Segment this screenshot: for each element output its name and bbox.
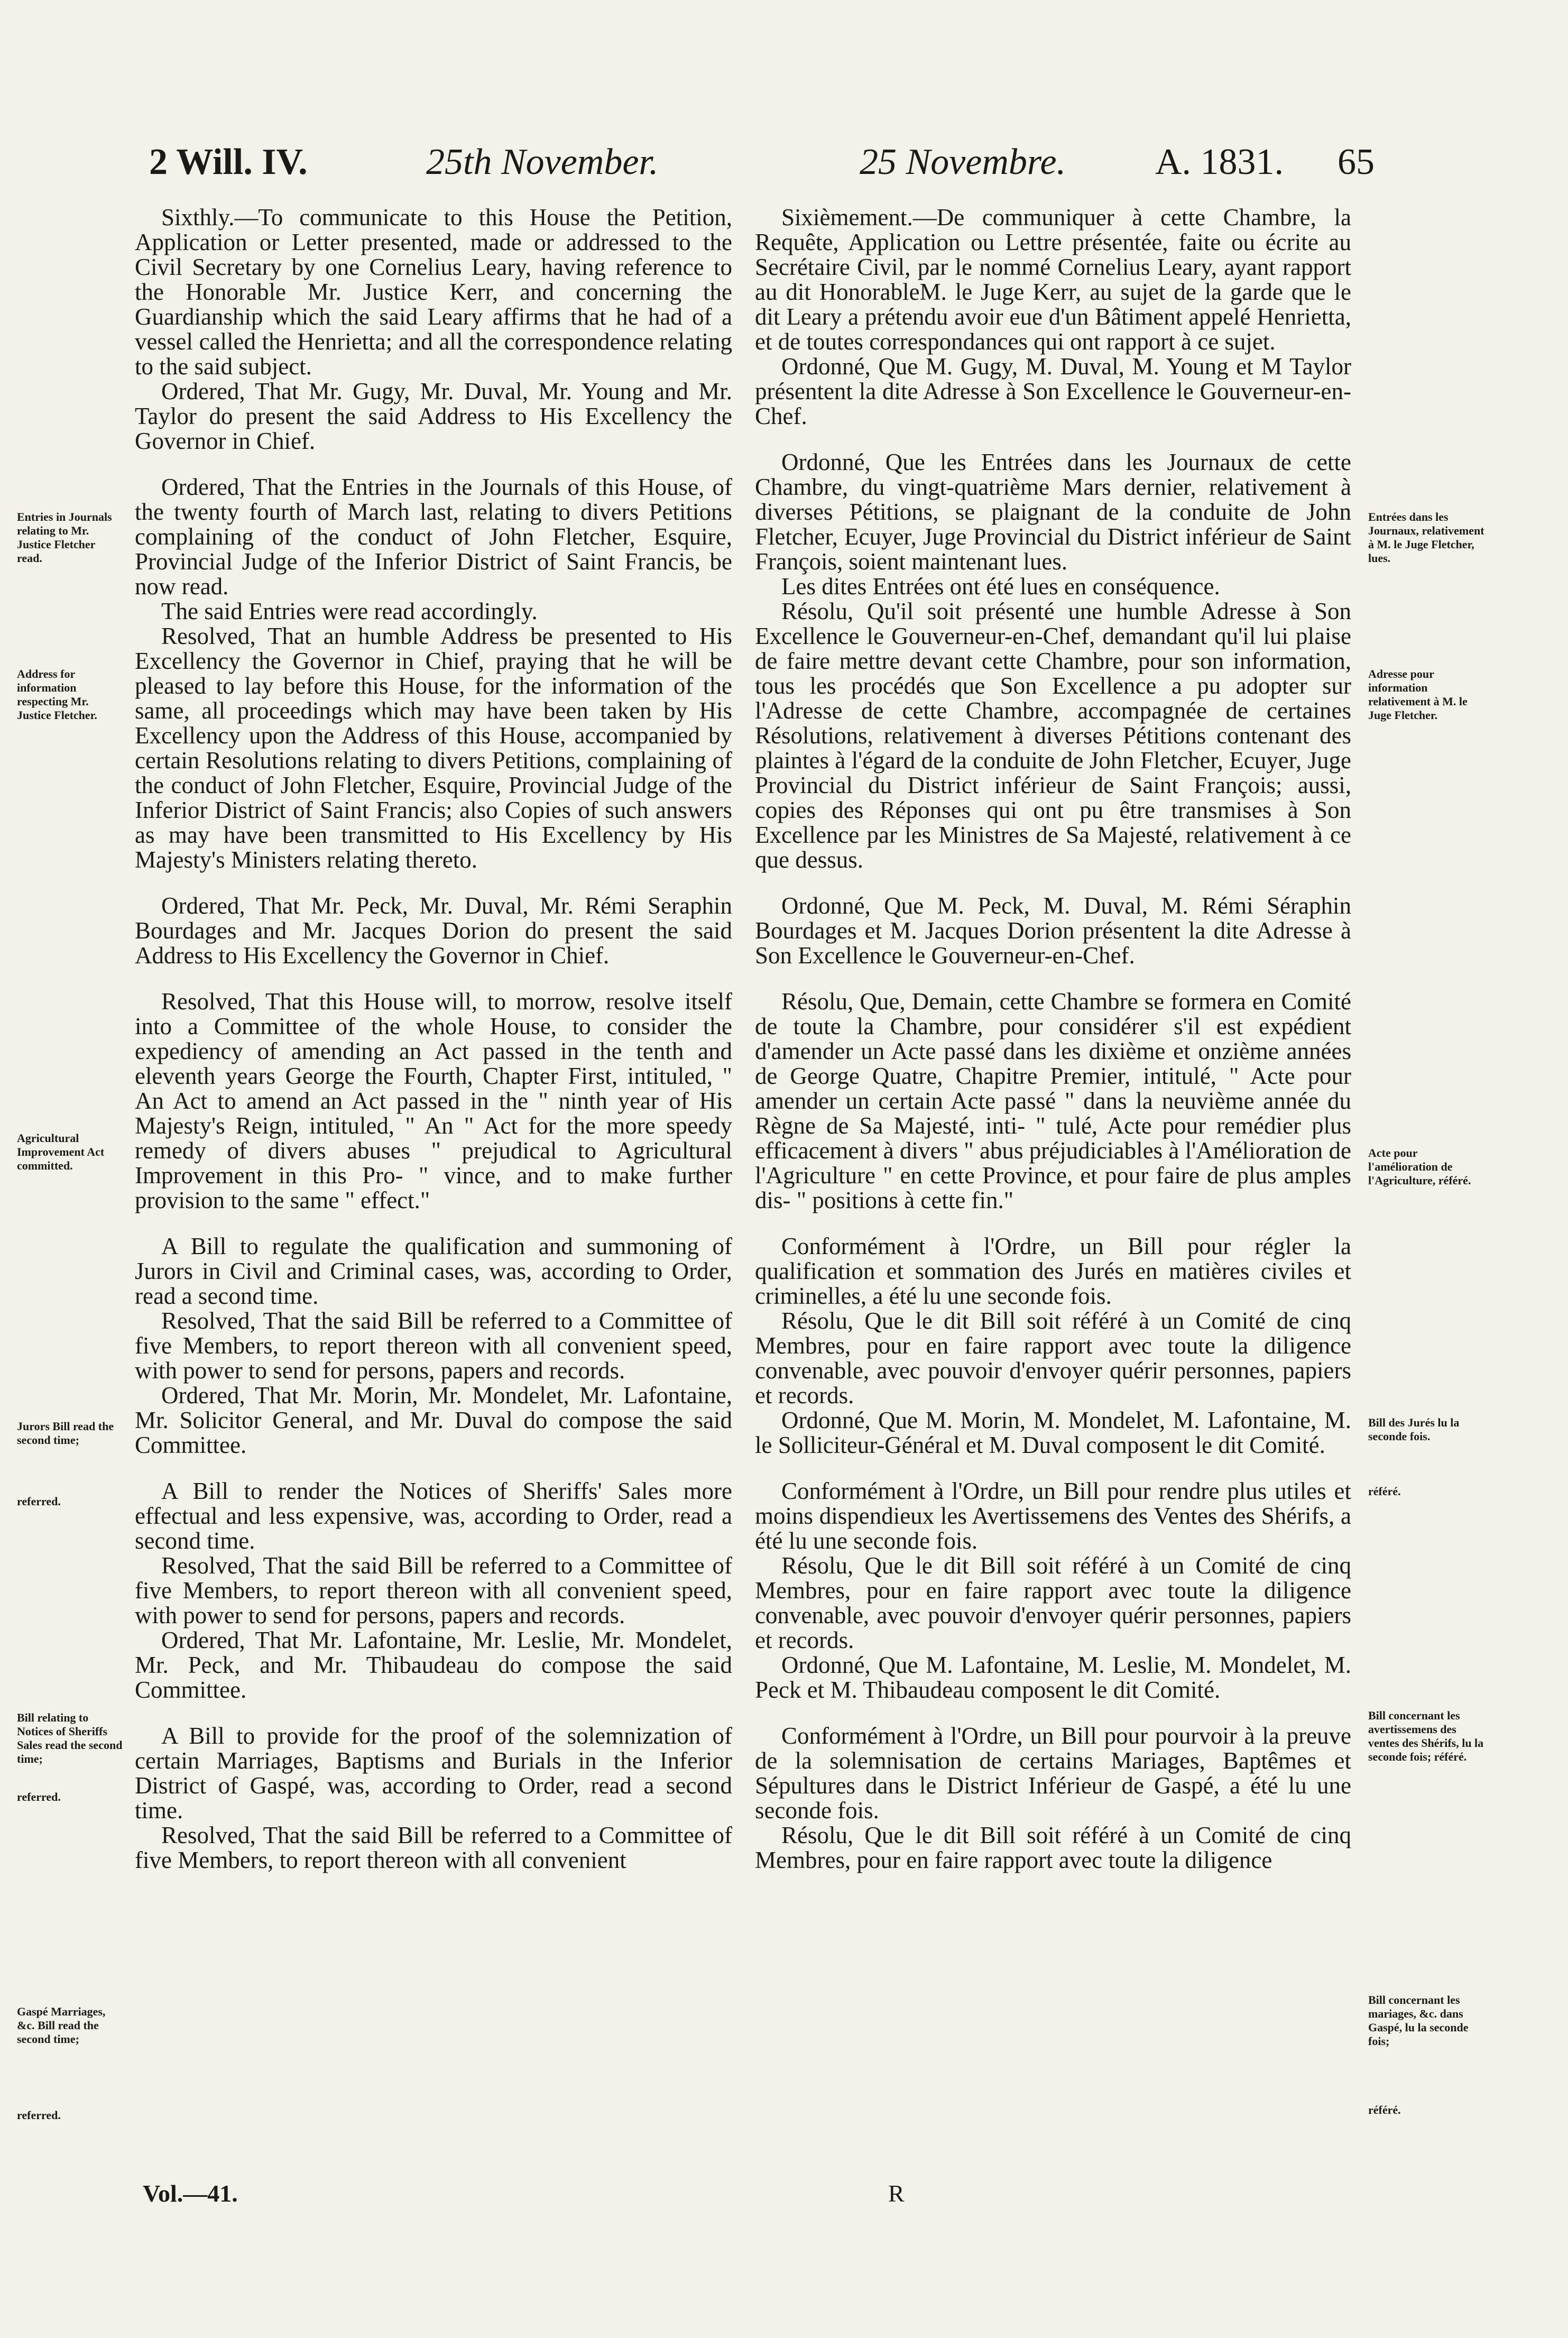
paragraph: Ordered, That the Entries in the Journals of this House, of the twenty fourth of March last, relating to divers Petitions complaining of the conduct of John Fletcher, Esquire, Provincial Judge of the Inferior District of Saint Francis, be now read. (135, 474, 732, 600)
margin-note-right: référé. (1368, 1485, 1401, 1498)
paragraph: Résolu, Que, Demain, cette Chambre se formera en Comité de toute la Chambre, pour considérer s'il est expédient d'amender un Acte passé dans les dixième et onzième années de George Quatre, Chapitre Premier, intitulé, " Acte pour amender un certain Acte passé " dans la neuvième année du Règne de Sa Majesté, inti- " tulé, Acte pour remédier plus efficacement à divers " abus préjudiciables à l'Amélioration de l'Agriculture " en cette Province, et pour faire de plus amples dis- " positions à cette fin." (755, 988, 1351, 1213)
margin-note-right: Adresse pour information relativement à M. le Juge Fletcher. (1368, 667, 1468, 722)
paragraph: Sixthly.—To communicate to this House the Petition, Application or Letter presented, made or addressed to the Civil Secretary by one Cornelius Leary, having reference to the Honorable Mr. Justice Kerr, and concerning the Guardianship which the said Leary affirms that he had of a vessel called the Henrietta; and all the correspondence relating to the said subject. (135, 204, 732, 380)
paragraph: A Bill to provide for the proof of the solemnization of certain Marriages, Baptisms and Burials in the Inferior District of Gaspé, was, according to Order, read a second time. (135, 1723, 732, 1824)
margin-note-right: référé. (1368, 2103, 1401, 2116)
paragraph: Résolu, Que le dit Bill soit référé à un Comité de cinq Membres, pour en faire rapport avec toute la diligence (755, 1822, 1351, 1873)
paragraph: Ordered, That Mr. Gugy, Mr. Duval, Mr. Young and Mr. Taylor do present the said Address to His Excellency the Governor in Chief. (135, 378, 732, 454)
paragraph: Resolved, That the said Bill be referred to a Committee of five Members, to report thereon with all convenient speed, with power to send for persons, papers and records. (135, 1552, 732, 1628)
paragraph: Ordered, That Mr. Lafontaine, Mr. Leslie, Mr. Mondelet, Mr. Peck, and Mr. Thibaudeau do compose the said Committee. (135, 1627, 732, 1703)
margin-note-left: referred. (17, 1495, 61, 1508)
paragraph: The said Entries were read accordingly. (161, 598, 538, 624)
paragraph: Resolved, That the said Bill be referred to a Committee of five Members, to report thereon with all convenient (135, 1822, 732, 1873)
header-year: A. 1831. (1155, 142, 1284, 182)
paragraph: Resolved, That this House will, to morrow, resolve itself into a Committee of the whole House, to consider the expediency of amending an Act passed in the tenth and eleventh years George the Fourth, Chapter First, intituled, " An Act to amend an Act passed in the " ninth year of His Majesty's Reign, intituled, " An " Act for the more speedy remedy of divers abuses " prejudical to Agricultural Improvement in this Pro- " vince, and to make further provision to the same " effect." (135, 988, 732, 1213)
paragraph: A Bill to render the Notices of Sheriffs' Sales more effectual and less expensive, was, according to Order, read a second time. (135, 1478, 732, 1554)
paragraph: Résolu, Que le dit Bill soit référé à un Comité de cinq Membres, pour en faire rapport avec toute la diligence convenable, avec pouvoir d'envoyer quérir personnes, papiers et records. (755, 1552, 1351, 1653)
english-column (135, 205, 732, 1873)
margin-note-left: referred. (17, 2109, 61, 2122)
paragraph: Ordonné, Que M. Lafontaine, M. Leslie, M. Mondelet, M. Peck et M. Thibaudeau composent le dit Comité. (755, 1652, 1351, 1703)
paragraph: Sixièmement.—De communiquer à cette Chambre, la Requête, Application ou Lettre présentée, faite ou écrite au Secrétaire Civil, par le nommé Cornelius Leary, ayant rapport au dit HonorableM. le Juge Kerr, au sujet de la garde que le dit Leary a prétendu avoir eue d'un Bâtiment appelé Henrietta, et de toutes correspondances qui ont rapport à ce sujet. (755, 204, 1351, 355)
paragraph: Les dites Entrées ont été lues en conséquence. (781, 573, 1220, 600)
header-page-number: 65 (1338, 142, 1375, 182)
paragraph: Ordonné, Que les Entrées dans les Journaux de cette Chambre, du vingt-quatrième Mars dernier, relativement à diverses Pétitions, se plaignant de la conduite de John Fletcher, Ecuyer, Juge Provincial du District inférieur de Saint François, soient maintenant lues. (755, 449, 1351, 575)
margin-note-right: Acte pour l'amélioration de l'Agriculture, référé. (1368, 1146, 1471, 1187)
margin-note-left: Gaspé Marriages, &c. Bill read the second time; (17, 2005, 106, 2046)
footer-signature-mark: R (888, 2180, 905, 2207)
margin-note-left: Address for information respecting Mr. Justice Fletcher. (17, 667, 97, 722)
paragraph: Ordered, That Mr. Peck, Mr. Duval, Mr. Rémi Seraphin Bourdages and Mr. Jacques Dorion do present the said Address to His Excellency the Governor in Chief. (135, 892, 732, 969)
header-session: 2 Will. IV. (149, 142, 308, 182)
margin-note-left: referred. (17, 1790, 61, 1803)
paragraph: Résolu, Qu'il soit présenté une humble Adresse à Son Excellence le Gouverneur-en-Chef, demandant qu'il lui plaise de faire mettre devant cette Chambre, pour son information, tous les procédés que Son Excellence a pu adopter sur l'Adresse de cette Chambre, accompagnée de certaines Résolutions, relativement à diverses Pétitions contenant des plaintes à l'égard de la conduite de John Fletcher, Ecuyer, Juge Provincial du District inférieur de Saint François; aussi, copies des Réponses qui ont pu être transmises à Son Excellence par les Ministres de Sa Majesté, relativement à ce que dessus. (755, 598, 1351, 873)
paragraph: Ordonné, Que M. Morin, M. Mondelet, M. Lafontaine, M. le Solliciteur-Général et M. Duval composent le dit Comité. (755, 1407, 1351, 1458)
paragraph: Resolved, That the said Bill be referred to a Committee of five Members, to report thereon with all convenient speed, with power to send for persons, papers and records. (135, 1308, 732, 1384)
french-column (755, 205, 1351, 1873)
margin-note-right: Bill concernant les mariages, &c. dans Gaspé, lu la seconde fois; (1368, 1993, 1469, 2048)
paragraph: Conformément à l'Ordre, un Bill pour pourvoir à la preuve de la solemnisation de certains Mariages, Baptêmes et Sépultures dans le District Inférieur de Gaspé, a été lu une seconde fois. (755, 1723, 1351, 1824)
margin-note-left: Bill relating to Notices of Sheriffs Sales read the second time; (17, 1711, 123, 1765)
margin-note-right: Entrées dans les Journaux, relativement à M. le Juge Fletcher, lues. (1368, 510, 1484, 565)
paragraph: A Bill to regulate the qualification and summoning of Jurors in Civil and Criminal cases, was, according to Order, read a second time. (135, 1233, 732, 1309)
margin-note-right: Bill concernant les avertissemens des ventes des Shérifs, lu la seconde fois; référé. (1368, 1709, 1484, 1763)
paragraph: Conformément à l'Ordre, un Bill pour rendre plus utiles et moins dispendieux les Avertissemens des Ventes des Shérifs, a été lu une seconde fois. (755, 1478, 1351, 1554)
margin-note-left: Jurors Bill read the second time; (17, 1420, 114, 1447)
paragraph: Ordonné, Que M. Gugy, M. Duval, M. Young et M Taylor présentent la dite Adresse à Son Excellence le Gouverneur-en-Chef. (755, 353, 1351, 429)
paragraph: Ordonné, Que M. Peck, M. Duval, M. Rémi Séraphin Bourdages et M. Jacques Dorion présentent la dite Adresse à Son Excellence le Gouverneur-en-Chef. (755, 892, 1351, 969)
margin-note-left: Agricultural Improvement Act committed. (17, 1131, 105, 1172)
header-date-english: 25th November. (426, 142, 659, 182)
paragraph: Ordered, That Mr. Morin, Mr. Mondelet, Mr. Lafontaine, Mr. Solicitor General, and Mr. Duval do compose the said Committee. (135, 1382, 732, 1458)
paragraph: Résolu, Que le dit Bill soit référé à un Comité de cinq Membres, pour en faire rapport avec toute la diligence convenable, avec pouvoir d'envoyer quérir personnes, papiers et records. (755, 1308, 1351, 1409)
header-date-french: 25 Novembre. (860, 142, 1066, 182)
paragraph: Resolved, That an humble Address be presented to His Excellency the Governor in Chief, praying that he will be pleased to lay before this House, for the information of the same, all proceedings which may have been taken by His Excellency upon the Address of this House, accompanied by certain Resolutions relating to divers Petitions, complaining of the conduct of John Fletcher, Esquire, Provincial Judge of the Inferior District of Saint Francis; also Copies of such answers as may have been transmitted to His Excellency by His Majesty's Ministers relating thereto. (135, 623, 732, 873)
paragraph: Conformément à l'Ordre, un Bill pour régler la qualification et sommation des Jurés en matières civiles et criminelles, a été lu une seconde fois. (755, 1233, 1351, 1309)
margin-note-right: Bill des Jurés lu la seconde fois. (1368, 1416, 1460, 1443)
margin-note-left: Entries in Journals relating to Mr. Justice Fletcher read. (17, 510, 112, 565)
footer-volume: Vol.—41. (143, 2180, 238, 2207)
